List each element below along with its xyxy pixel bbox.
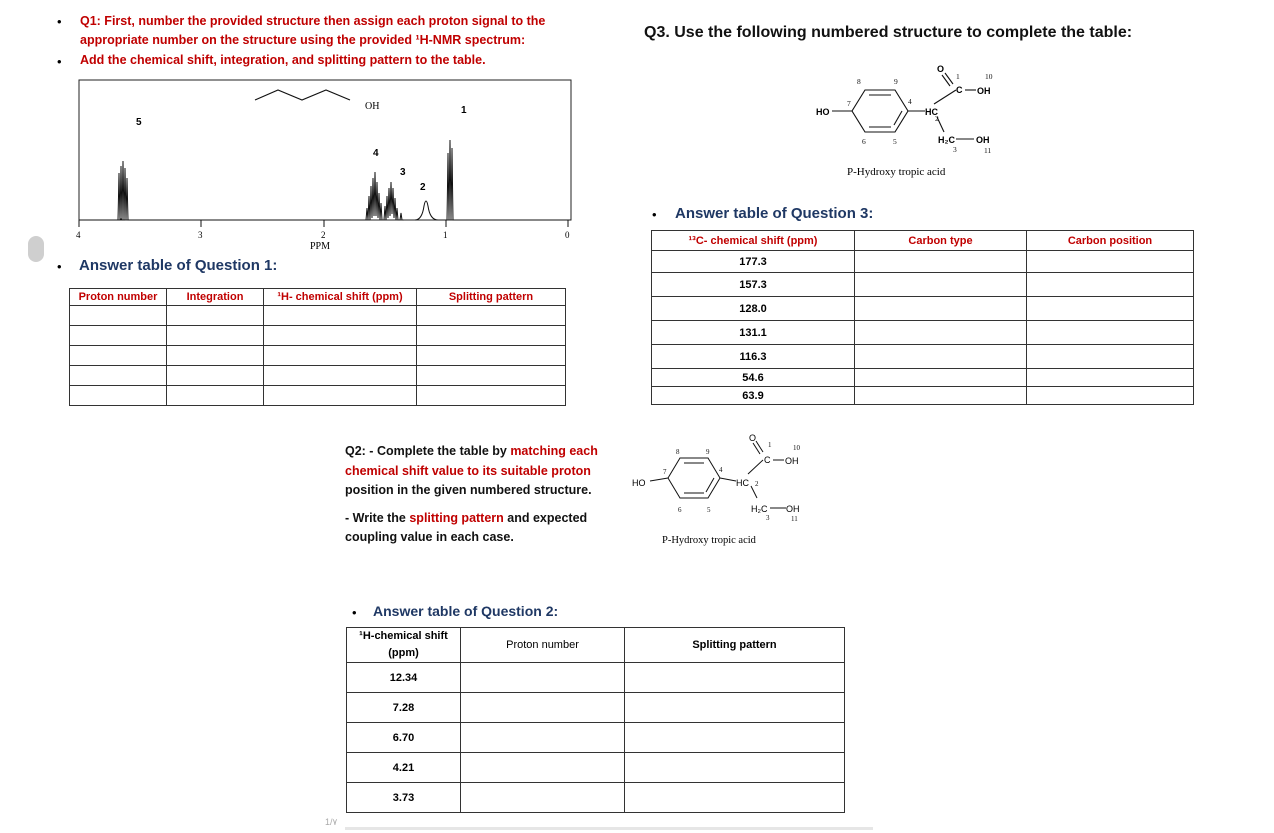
table-row — [652, 387, 1194, 405]
col-proton-number: Proton number — [461, 628, 625, 663]
table-row — [70, 366, 566, 386]
page-nav-handle[interactable] — [28, 236, 44, 262]
num-8: 8 — [857, 77, 861, 86]
q1-line2: appropriate number on the structure using the provided ¹H-NMR spectrum: — [80, 33, 526, 47]
num-11: 11 — [984, 146, 992, 155]
q1-line1: Q1: First, number the provided structure then assign each proton signal to the — [80, 14, 546, 28]
q2-l4b: splitting pattern — [409, 510, 504, 525]
bullet: • — [57, 14, 62, 29]
table-row — [347, 753, 845, 783]
num-10: 10 — [793, 444, 800, 452]
num-6: 6 — [678, 506, 682, 514]
ho-label: HO — [816, 107, 830, 117]
num-8: 8 — [676, 448, 680, 456]
bullet: • — [57, 259, 62, 274]
peak-2 — [415, 201, 445, 220]
num-10: 10 — [985, 72, 993, 81]
num-3: 3 — [766, 514, 770, 522]
shift-value: 63.9 — [652, 387, 855, 405]
num-7: 7 — [847, 99, 851, 108]
alcohol-oh-label: OH — [786, 504, 800, 514]
num-9: 9 — [706, 448, 710, 456]
h2c-label: H₂C — [938, 135, 955, 145]
q2-l3: position in the given numbered structure. — [345, 483, 592, 497]
col-h1-shift: ¹H-chemical shift (ppm) — [347, 628, 461, 663]
alcohol-oh-label: OH — [976, 135, 990, 145]
shift-value: 7.28 — [347, 693, 461, 723]
table-row — [652, 297, 1194, 321]
col-c13-shift: ¹³C- chemical shift (ppm) — [652, 231, 855, 251]
table-row — [70, 306, 566, 326]
bullet: • — [352, 605, 357, 620]
q2-l1b: matching each — [510, 444, 598, 458]
structure-top — [810, 60, 1010, 185]
answer2-table — [346, 627, 845, 813]
answer3-title: Answer table of Question 3: — [675, 205, 874, 222]
shift-value: 4.21 — [347, 753, 461, 783]
shift-value: 157.3 — [652, 273, 855, 297]
shift-value: 131.1 — [652, 321, 855, 345]
answer3-table — [651, 230, 1194, 405]
hc-label: HC — [736, 478, 749, 488]
structure-mid — [628, 428, 818, 553]
table-row — [347, 783, 845, 813]
structure-caption: P-Hydroxy tropic acid — [662, 535, 756, 546]
q2-l4a: - Write the — [345, 510, 410, 525]
butanol-structure — [255, 90, 350, 100]
peak-label-2: 2 — [420, 182, 426, 193]
answer1-table — [69, 288, 566, 406]
q2-l5: coupling value in each case. — [345, 530, 514, 544]
num-2: 2 — [755, 480, 759, 488]
shift-value: 6.70 — [347, 723, 461, 753]
answer1-title: Answer table of Question 1: — [79, 257, 278, 274]
table-row — [652, 369, 1194, 387]
col-splitting: Splitting pattern — [417, 289, 566, 306]
table-row — [652, 321, 1194, 345]
col-carbon-position: Carbon position — [1027, 231, 1194, 251]
col-proton-number: Proton number — [70, 289, 167, 306]
carbonyl-o-label: O — [749, 433, 757, 443]
q2-l4c: and expected — [503, 510, 588, 525]
num-3: 3 — [953, 145, 957, 154]
q1-instructions — [80, 12, 545, 50]
ho-label: HO — [632, 478, 646, 488]
num-5: 5 — [707, 506, 711, 514]
bullet: • — [652, 207, 657, 222]
table-row — [347, 693, 845, 723]
peak-label-3: 3 — [400, 167, 406, 178]
carbonyl-c-label: C — [764, 455, 771, 465]
table-row — [70, 346, 566, 366]
tick-label: 0 — [565, 230, 570, 240]
answer2-title: Answer table of Question 2: — [373, 603, 559, 619]
h2c-label: H₂C — [751, 504, 768, 514]
num-11: 11 — [791, 515, 798, 523]
num-4: 4 — [908, 97, 912, 106]
shift-value: 3.73 — [347, 783, 461, 813]
peak-label-5: 5 — [136, 117, 142, 128]
shift-value: 128.0 — [652, 297, 855, 321]
table-row — [347, 723, 845, 753]
nmr-spectrum — [70, 78, 580, 258]
peak-label-4: 4 — [373, 148, 379, 159]
col-chemical-shift: ¹H- chemical shift (ppm) — [264, 289, 417, 306]
num-1: 1 — [956, 72, 960, 81]
tick-label: 3 — [198, 230, 203, 240]
num-4: 4 — [719, 466, 723, 474]
peak-3 — [384, 182, 404, 220]
col-carbon-type: Carbon type — [855, 231, 1027, 251]
shift-value: 116.3 — [652, 345, 855, 369]
table-row — [70, 386, 566, 406]
x-axis-label: PPM — [310, 241, 331, 252]
col-splitting-pattern: Splitting pattern — [625, 628, 845, 663]
tick-label: 1 — [443, 230, 448, 240]
num-5: 5 — [893, 137, 897, 146]
carbonyl-o-label: O — [937, 64, 945, 74]
shift-value: 12.34 — [347, 663, 461, 693]
bullet: • — [57, 54, 62, 69]
num-6: 6 — [862, 137, 866, 146]
peak-4 — [366, 172, 382, 220]
peak-label-1: 1 — [461, 105, 467, 116]
table-row — [652, 273, 1194, 297]
structure-caption: P-Hydroxy tropic acid — [847, 166, 946, 178]
table-row — [652, 345, 1194, 369]
q2-instructions — [345, 442, 598, 548]
shift-value: 54.6 — [652, 369, 855, 387]
num-2: 2 — [935, 114, 939, 123]
q3-title: Q3. Use the following numbered structure to complete the table: — [644, 24, 1133, 41]
q2-l2: chemical shift value to its suitable proton — [345, 463, 591, 478]
shift-value: 177.3 — [652, 251, 855, 273]
tick-label: 4 — [76, 230, 81, 240]
oh-label: OH — [365, 101, 380, 112]
num-9: 9 — [894, 77, 898, 86]
tick-label: 2 — [321, 230, 326, 240]
q1-line3: Add the chemical shift, integration, and splitting pattern to the table. — [80, 53, 486, 67]
scrollbar[interactable] — [345, 827, 873, 830]
num-7: 7 — [663, 468, 667, 476]
hc-label: HC — [925, 107, 938, 117]
col-integration: Integration — [167, 289, 264, 306]
acid-oh-label: OH — [785, 456, 799, 466]
table-row — [652, 251, 1194, 273]
table-row — [70, 326, 566, 346]
peak-1 — [445, 140, 571, 220]
table-row — [347, 663, 845, 693]
num-1: 1 — [768, 441, 772, 449]
carbonyl-c-label: C — [956, 85, 963, 95]
page-label: 1/٧ — [325, 817, 338, 827]
q2-l1a: Q2: - Complete the table by — [345, 444, 511, 458]
peak-5 — [118, 161, 370, 220]
acid-oh-label: OH — [977, 86, 991, 96]
